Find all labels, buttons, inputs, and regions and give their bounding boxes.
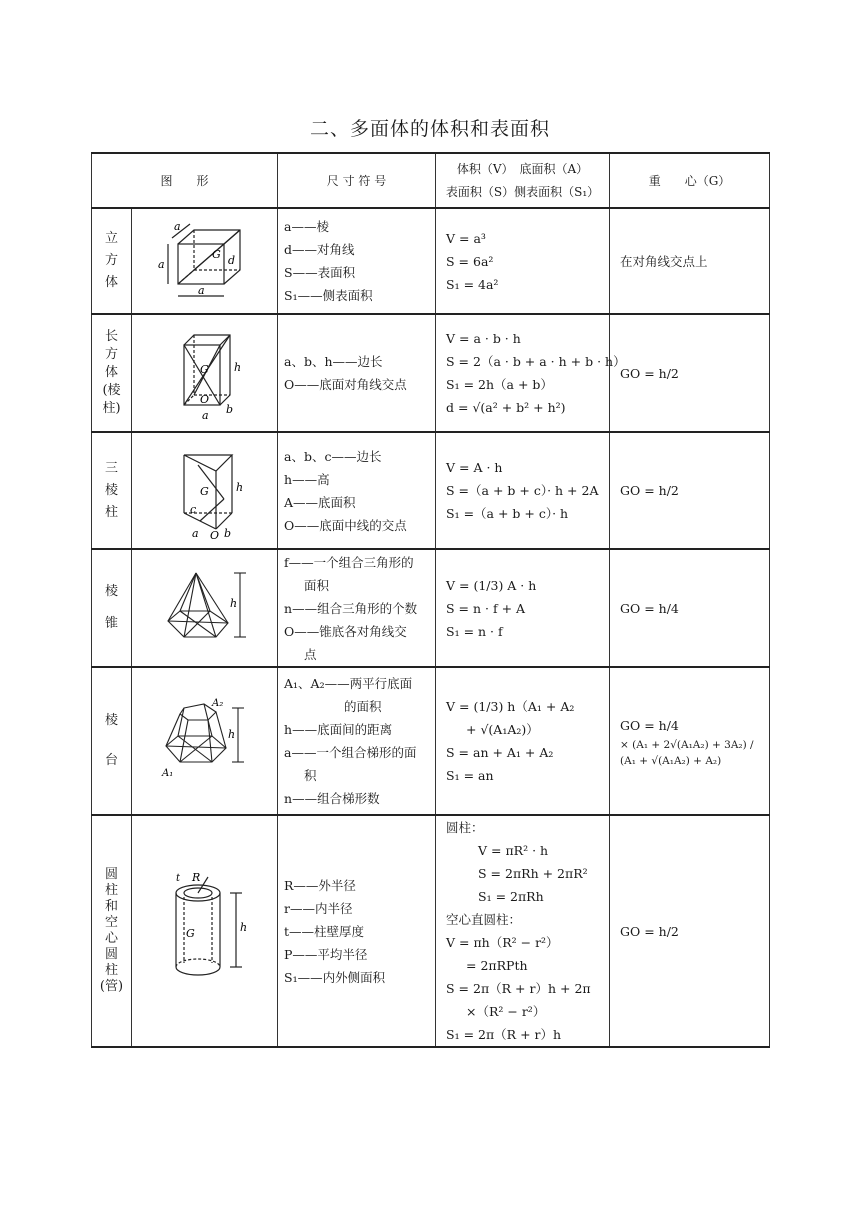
- dims-cell: [278, 549, 436, 667]
- formula-line: S₁ = 2h（a + b）: [446, 377, 553, 392]
- pyramid-figure: [150, 563, 260, 653]
- formula-line: S =（a + b + c）· h + 2A: [446, 483, 599, 498]
- name-char: 空: [104, 915, 118, 930]
- shape-figure: [132, 314, 278, 432]
- shape-figure: [132, 208, 278, 314]
- label-a: a: [201, 409, 209, 422]
- formula-line: V = πR² · h: [478, 843, 549, 858]
- centroid-cell: [610, 549, 770, 667]
- label-a1: A₁: [161, 768, 173, 779]
- prism-figure: [150, 323, 260, 423]
- shape-name: [92, 667, 132, 815]
- name-char: 和: [104, 899, 118, 914]
- dim-line: a——棱: [284, 219, 329, 234]
- centroid-line: GO = h/4: [620, 717, 679, 733]
- dim-line: O——底面中线的交点: [284, 517, 407, 533]
- shape-name: [92, 208, 132, 314]
- label-t: t: [175, 873, 180, 884]
- formula-line: V = πh（R² − r²）: [446, 935, 559, 950]
- dim-line: t——柱壁厚度: [284, 923, 365, 939]
- formula-line: S = n · f + A: [446, 600, 526, 616]
- shape-name: [92, 815, 132, 1047]
- formula-line: S₁ = 4a²: [446, 276, 499, 292]
- name-char: (管): [99, 979, 124, 994]
- dim-line: S——表面积: [284, 265, 356, 280]
- centroid-line: GO = h/2: [620, 365, 679, 381]
- centroid-cell: [610, 314, 770, 432]
- label-g: G: [199, 363, 209, 376]
- dim-line: r——内半径: [284, 900, 353, 916]
- table-row: [92, 549, 770, 667]
- formula-line: S₁ = n · f: [446, 623, 503, 639]
- formula-line: S = 2（a · b + a · h + b · h）: [446, 354, 626, 369]
- page-title: 二、多面体的体积和表面积: [309, 118, 550, 140]
- dim-line: a——一个组合梯形的面: [284, 745, 417, 760]
- header-formulas-line1: 体积（V） 底面积（A）: [456, 161, 589, 176]
- table-row: [92, 432, 770, 549]
- label-h: h: [233, 361, 241, 374]
- dims-cell: [278, 815, 436, 1047]
- dim-line: f——一个组合三角形的: [284, 554, 414, 570]
- dim-line: A₁、A₂——两平行底面: [284, 676, 413, 691]
- header-figure: 图 形: [92, 153, 278, 208]
- header-formulas-line2: 表面积（S）侧表面积（S₁）: [445, 184, 600, 199]
- centroid-cell: [610, 432, 770, 549]
- name-char: 棱: [104, 713, 118, 728]
- dims-cell: [278, 314, 436, 432]
- name-char: 柱: [104, 883, 118, 898]
- formula-line: 空心直圆柱：: [446, 912, 522, 927]
- formula-line: V = (1/3) A · h: [446, 577, 537, 593]
- formula-line: S₁ = an: [446, 768, 494, 783]
- name-char: 长: [104, 329, 118, 344]
- label-a: a: [191, 526, 199, 540]
- name-char: 棱: [104, 584, 118, 599]
- formula-line: S = 6a²: [446, 253, 494, 269]
- shape-figure: [132, 667, 278, 815]
- label-r: R: [191, 871, 200, 884]
- formula-line: S = 2πRh + 2πR²: [478, 866, 588, 881]
- triangular-prism-figure: [150, 441, 260, 541]
- name-char: (棱: [102, 383, 121, 398]
- dim-line: 点: [304, 646, 317, 662]
- table-header-row: [92, 153, 770, 208]
- centroid-line: 在对角线交点上: [620, 253, 708, 269]
- dims-cell: [278, 208, 436, 314]
- name-char: 柱): [102, 401, 121, 416]
- centroid-line: GO = h/2: [620, 483, 679, 498]
- dims-cell: [278, 432, 436, 549]
- formula-cell: [436, 667, 610, 815]
- formula-cell: [436, 314, 626, 432]
- label-a-top: a: [173, 220, 181, 233]
- dim-line: S₁——侧表面积: [284, 288, 373, 303]
- name-char: 体: [104, 275, 118, 290]
- dim-line: O——锥底各对角线交: [284, 623, 407, 639]
- label-g: G: [185, 927, 195, 940]
- frustum-figure: [150, 696, 260, 786]
- formula-cell: [436, 549, 610, 667]
- dim-line: a、b、c——边长: [284, 448, 382, 464]
- label-c: c: [189, 502, 196, 516]
- name-char: 锥: [104, 616, 118, 631]
- name-char: 柱: [104, 504, 118, 520]
- centroid-line: GO = h/2: [620, 923, 679, 939]
- cylinder-figure: [150, 871, 260, 991]
- dim-line: R——外半径: [284, 877, 356, 893]
- name-char: 心: [104, 931, 118, 946]
- shape-name: [92, 549, 132, 667]
- label-a-bottom: a: [197, 284, 205, 297]
- formula-line: 圆柱：: [446, 820, 484, 835]
- formula-line: = 2πRPth: [466, 958, 528, 973]
- label-h: h: [229, 597, 237, 610]
- table-row: [92, 314, 770, 432]
- label-h: h: [235, 480, 243, 494]
- label-b: b: [223, 526, 231, 540]
- table-row: [92, 815, 770, 1047]
- name-char: 柱: [104, 963, 118, 978]
- table-row: [92, 667, 770, 815]
- name-char: 圆: [104, 947, 118, 962]
- formula-cell: [436, 815, 610, 1047]
- formula-line: V = a · b · h: [446, 331, 521, 346]
- formula-line: V = a³: [446, 230, 486, 246]
- centroid-cell: [610, 208, 770, 314]
- centroid-line: GO = h/4: [620, 600, 679, 616]
- formula-line: S = an + A₁ + A₂: [446, 745, 554, 760]
- formula-line: d = √(a² + b² + h²): [446, 400, 566, 415]
- label-b: b: [225, 403, 233, 416]
- dims-cell: [278, 667, 436, 815]
- polyhedra-table: [91, 152, 770, 1048]
- dim-line: n——组合三角形的个数: [284, 600, 418, 616]
- formula-line: S₁ = 2π（R + r）h: [446, 1027, 562, 1042]
- name-char: 体: [104, 365, 118, 380]
- formula-line: V = (1/3) h（A₁ + A₂: [446, 699, 575, 714]
- formula-line: S₁ = 2πRh: [478, 889, 544, 904]
- name-char: 方: [104, 253, 118, 268]
- name-char: 圆: [104, 867, 118, 882]
- centroid-cell: [610, 815, 770, 1047]
- dim-line: n——组合梯形数: [284, 791, 380, 806]
- shape-figure: [132, 432, 278, 549]
- name-char: 台: [104, 753, 118, 768]
- centroid-line: × (A₁ + 2√(A₁A₂) + 3A₂) / (A₁ + √(A₁A₂) + A₂): [620, 738, 754, 767]
- dim-line: h——高: [284, 471, 330, 487]
- dim-line: P——平均半径: [284, 946, 368, 962]
- formula-line: + √(A₁A₂)）: [466, 722, 539, 737]
- dim-line: S₁——内外侧面积: [284, 969, 386, 985]
- dim-line: 积: [304, 768, 317, 783]
- label-o: O: [199, 393, 209, 406]
- label-g: G: [211, 248, 221, 261]
- label-a2: A₂: [211, 698, 223, 709]
- formula-line: S₁ =（a + b + c）· h: [446, 506, 569, 521]
- label-d: d: [227, 254, 235, 267]
- dim-line: a、b、h——边长: [284, 354, 383, 369]
- name-char: 三: [104, 460, 118, 476]
- formula-line: ×（R² − r²）: [466, 1004, 546, 1019]
- shape-name: [92, 432, 132, 549]
- dim-line: O——底面对角线交点: [284, 377, 407, 392]
- label-g: G: [199, 484, 209, 498]
- header-formulas: [436, 153, 610, 208]
- shape-figure: [132, 549, 278, 667]
- dim-line: h——底面间的距离: [284, 722, 393, 737]
- table-row: [92, 208, 770, 314]
- formula-line: S = 2π（R + r）h + 2π: [446, 981, 591, 996]
- label-h: h: [239, 921, 247, 934]
- label-h: h: [227, 728, 235, 741]
- dim-line: A——底面积: [284, 494, 356, 510]
- dim-line: 的面积: [344, 699, 382, 714]
- dim-line: d——对角线: [284, 242, 355, 257]
- centroid-cell: [610, 667, 770, 815]
- label-o: O: [209, 528, 219, 541]
- header-dims: 尺 寸 符 号: [278, 153, 436, 208]
- shape-name: [92, 314, 132, 432]
- name-char: 立: [104, 231, 118, 246]
- name-char: 方: [104, 347, 118, 362]
- header-centroid: 重 心（G）: [610, 153, 770, 208]
- shape-figure: [132, 815, 278, 1047]
- cube-figure: [150, 216, 260, 306]
- formula-cell: [436, 432, 610, 549]
- name-char: 棱: [104, 482, 118, 498]
- formula-cell: [436, 208, 610, 314]
- formula-line: V = A · h: [446, 460, 503, 475]
- label-a-vertical: a: [157, 258, 165, 271]
- dim-line: 面积: [304, 577, 330, 593]
